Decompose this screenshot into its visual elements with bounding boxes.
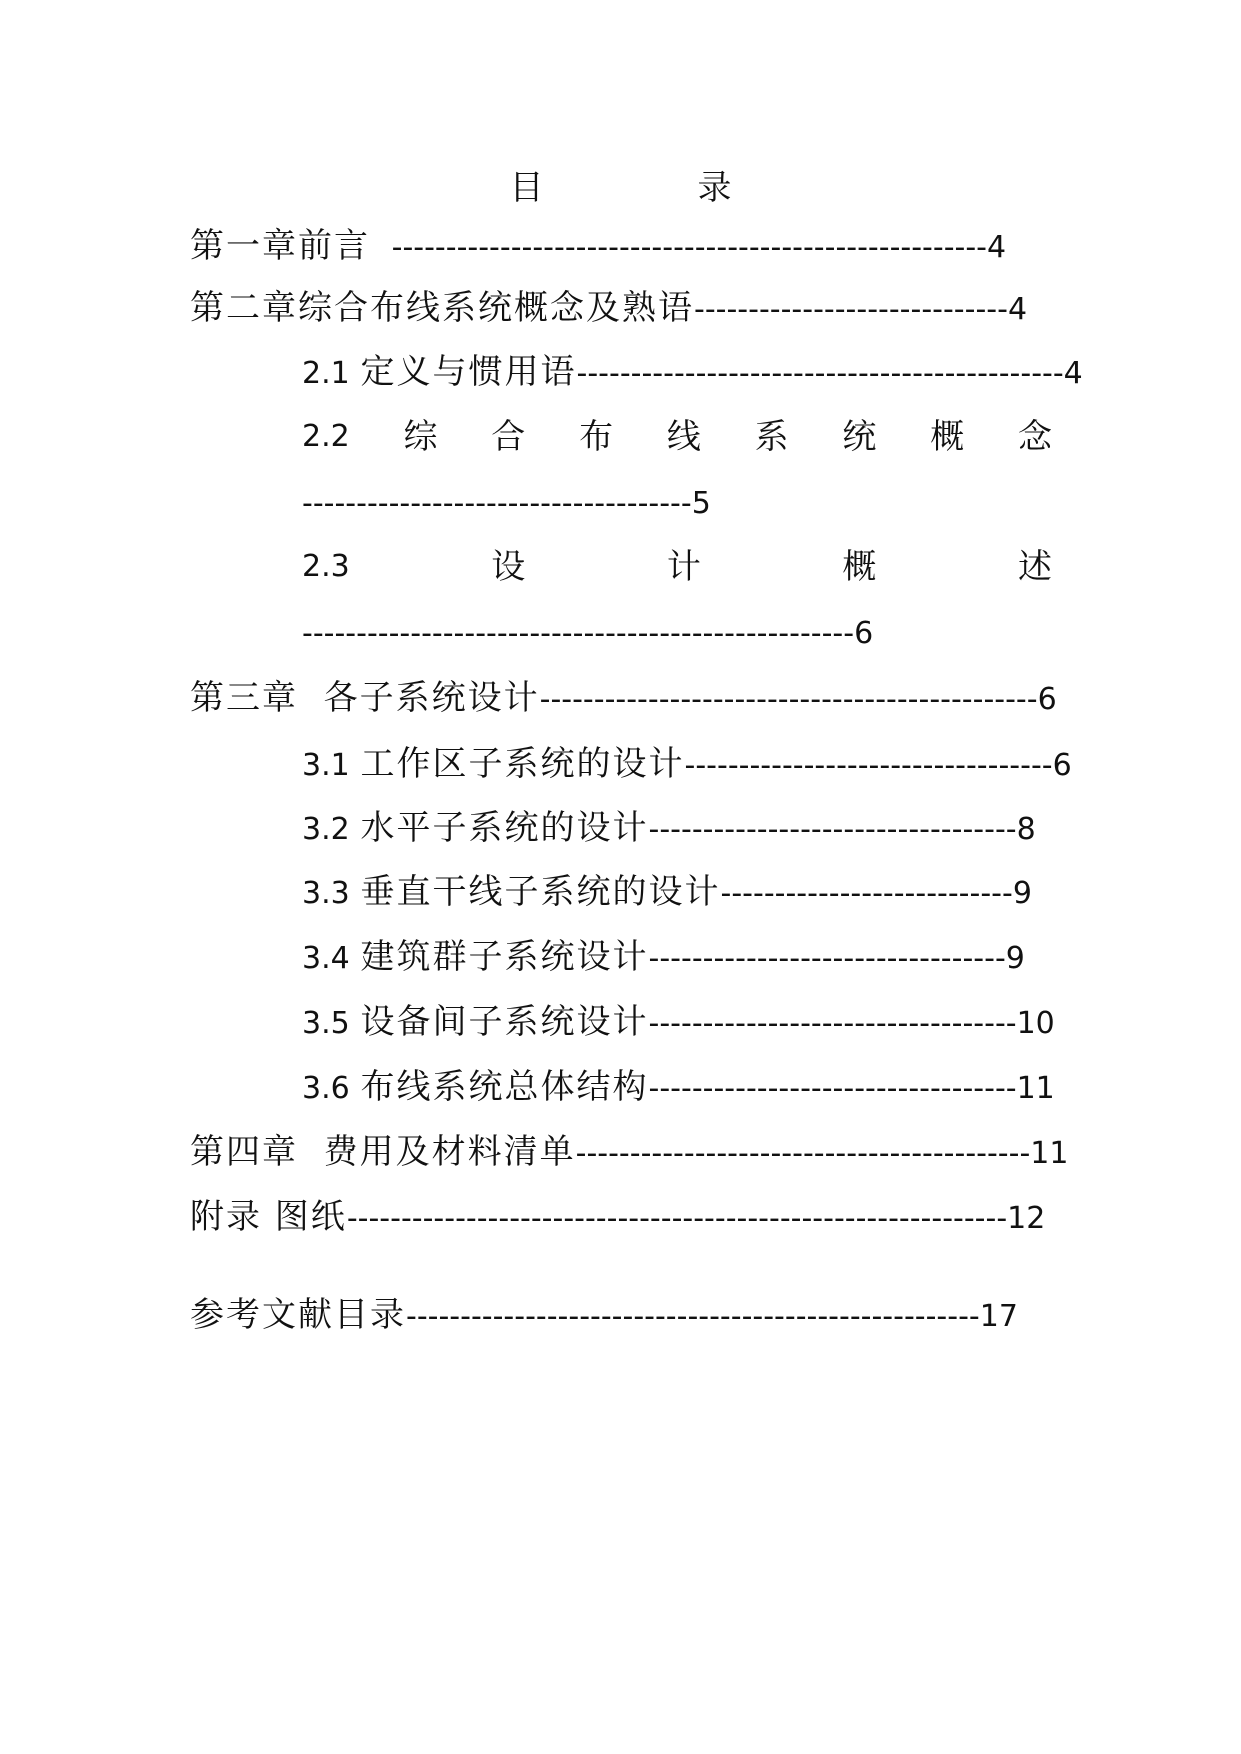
- toc-leader-dashes: ----------------------------------------------: [539, 682, 1038, 717]
- toc-leader-dashes: ------------------------------------: [302, 486, 692, 521]
- toc-entry-label: 建筑群子系统设计: [360, 937, 649, 977]
- toc-entry-label: 第一章前言: [190, 226, 370, 266]
- toc-entry-char: 念: [1017, 417, 1052, 457]
- toc-entry-section-2-3-leader[interactable]: [302, 612, 873, 654]
- toc-page-number: 4: [1007, 292, 1028, 327]
- toc-entry-label: 第四章 费用及材料清单: [190, 1132, 576, 1172]
- toc-entry-label: 定义与惯用语: [360, 352, 577, 392]
- toc-entry-section-3-3[interactable]: [302, 872, 1032, 914]
- toc-page-number: 6: [854, 616, 874, 651]
- toc-page-number: 9: [1012, 876, 1032, 911]
- toc-entry-chapter-1[interactable]: [190, 226, 1006, 268]
- toc-entry-section-2-2-leader[interactable]: [302, 482, 711, 524]
- toc-page-number: 11: [1030, 1136, 1069, 1171]
- toc-entry-label: 附录 图纸: [190, 1197, 347, 1237]
- toc-entry-char: 设: [491, 547, 526, 587]
- toc-section-number: 2.1: [302, 356, 350, 391]
- toc-entry-section-3-5[interactable]: [302, 1002, 1055, 1044]
- toc-leader-dashes: ---------------------------------------------: [576, 356, 1064, 391]
- toc-entry-label: 工作区子系统的设计: [360, 744, 685, 784]
- toc-leader-dashes: -------------------------------------------------------: [391, 230, 988, 265]
- toc-leader-dashes: ---------------------------------------------------: [302, 616, 855, 651]
- toc-entry-label: 参考文献目录: [190, 1295, 406, 1335]
- toc-entry-char: 概: [842, 547, 877, 587]
- toc-entry-char: 合: [491, 417, 526, 457]
- toc-section-number: 3.1: [302, 748, 350, 783]
- toc-page-number: 6: [1037, 682, 1057, 717]
- toc-entry-section-2-1[interactable]: [302, 352, 1083, 394]
- toc-page-number: 6: [1052, 748, 1072, 783]
- toc-entry-label: 第三章 各子系统设计: [190, 678, 540, 718]
- toc-entry-section-3-1[interactable]: [302, 744, 1072, 786]
- toc-leader-dashes: ----------------------------------: [648, 1071, 1017, 1106]
- toc-leader-dashes: ----------------------------------: [648, 1006, 1017, 1041]
- toc-page-number: 12: [1007, 1201, 1046, 1236]
- toc-leader-dashes: ----------------------------------: [684, 748, 1053, 783]
- toc-page-number: 5: [691, 486, 711, 521]
- toc-section-number: 3.2: [302, 812, 350, 847]
- toc-section-number: 3.4: [302, 941, 350, 976]
- toc-entry-char: 布: [579, 417, 614, 457]
- toc-leader-dashes: -----------------------------------------------------: [406, 1299, 980, 1334]
- toc-page-number: 8: [1016, 812, 1036, 847]
- toc-entry-chapter-4[interactable]: [190, 1132, 1068, 1174]
- toc-entry-char: 统: [842, 417, 877, 457]
- toc-entry-char: 线: [666, 417, 701, 457]
- toc-leader-dashes: -------------------------------------------------------------: [346, 1201, 1008, 1236]
- toc-entry-label: 垂直干线子系统的设计: [360, 872, 721, 912]
- toc-entry-section-3-4[interactable]: [302, 937, 1025, 979]
- toc-entry-chapter-3[interactable]: [190, 678, 1057, 720]
- toc-entry-section-3-6[interactable]: [302, 1067, 1055, 1109]
- toc-entry-chapter-2[interactable]: [190, 288, 1027, 330]
- toc-section-number: 3.5: [302, 1006, 350, 1041]
- toc-entry-char: 计: [666, 547, 701, 587]
- toc-entry-char: 综: [403, 417, 438, 457]
- toc-entry-section-2-2[interactable]: [302, 417, 1052, 457]
- toc-leader-dashes: ---------------------------------: [648, 941, 1006, 976]
- toc-page-number: 10: [1016, 1006, 1055, 1041]
- toc-entry-char: 系: [754, 417, 789, 457]
- toc-entry-label: 水平子系统的设计: [360, 808, 649, 848]
- toc-entry-label: 设备间子系统设计: [360, 1002, 649, 1042]
- toc-page-number: 17: [979, 1299, 1018, 1334]
- toc-section-number: 2.2: [302, 419, 350, 454]
- toc-leader-dashes: ---------------------------: [720, 876, 1013, 911]
- toc-entry-section-2-3[interactable]: [302, 547, 1052, 587]
- toc-section-number: 3.3: [302, 876, 350, 911]
- toc-section-number: 3.6: [302, 1071, 350, 1106]
- toc-page-number: 11: [1016, 1071, 1055, 1106]
- toc-page-number: 4: [987, 230, 1007, 265]
- toc-entry-char: 述: [1017, 547, 1052, 587]
- toc-entry-label: 第二章综合布线系统概念及熟语: [190, 288, 694, 328]
- toc-entry-references[interactable]: [190, 1295, 1018, 1337]
- toc-entry-section-3-2[interactable]: [302, 808, 1036, 850]
- toc-entry-char: 概: [930, 417, 965, 457]
- toc-section-number: 2.3: [302, 549, 350, 584]
- toc-title: 目 录: [509, 168, 792, 208]
- toc-leader-dashes: ----------------------------------: [648, 812, 1017, 847]
- toc-leader-dashes: ------------------------------------------: [575, 1136, 1031, 1171]
- toc-leader-dashes: -----------------------------: [694, 292, 1008, 327]
- toc-page-number: 9: [1005, 941, 1025, 976]
- toc-entry-appendix[interactable]: [190, 1197, 1045, 1239]
- toc-entry-label: 布线系统总体结构: [360, 1067, 649, 1107]
- toc-page-number: 4: [1063, 356, 1083, 391]
- toc-entry-gap: [370, 226, 392, 266]
